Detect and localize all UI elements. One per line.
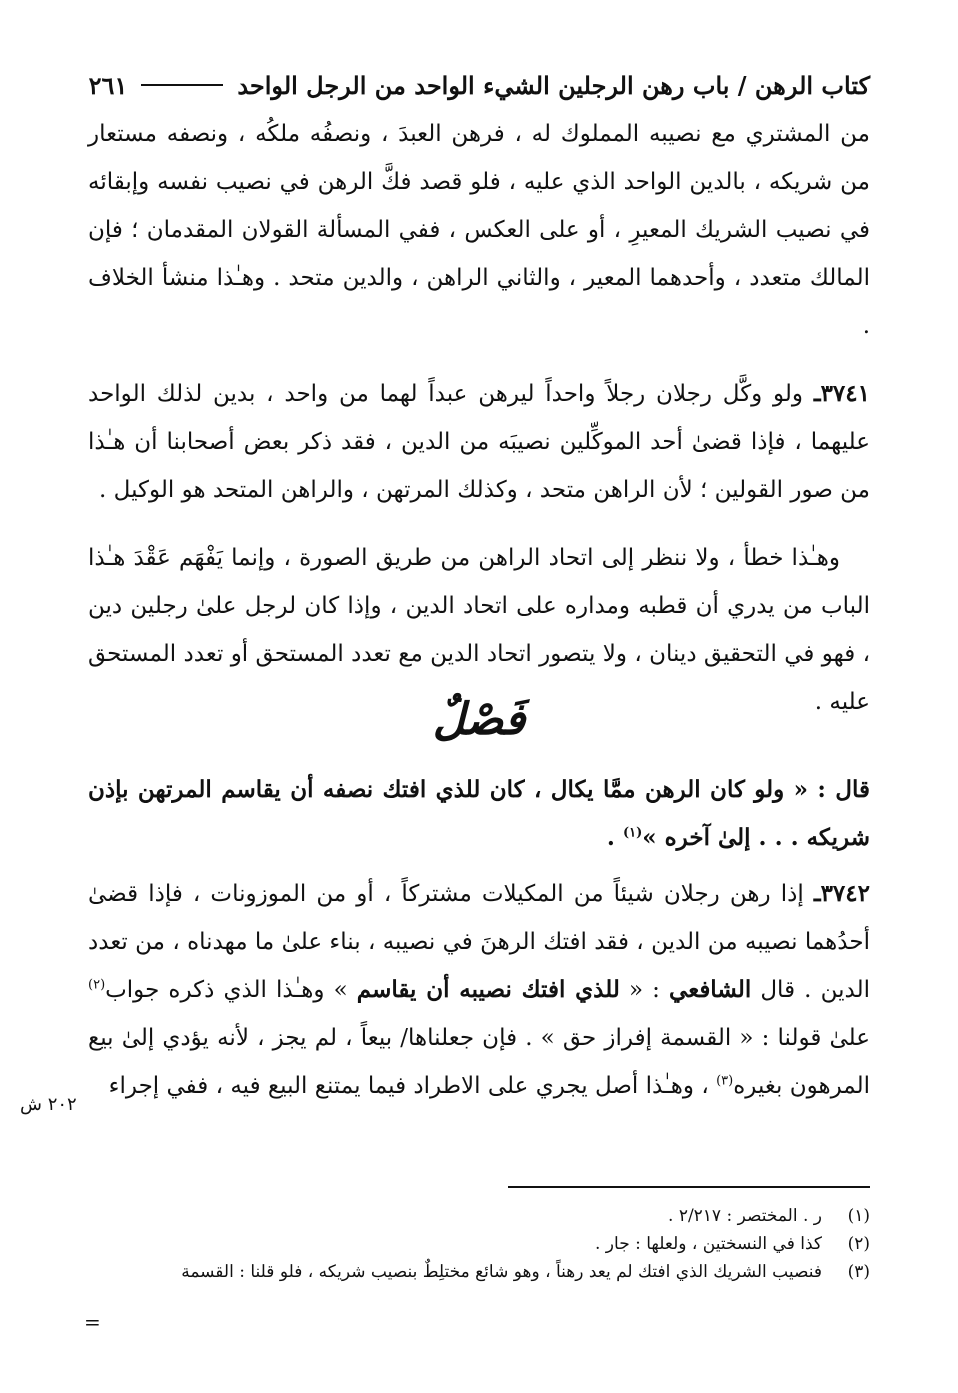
page-number: ٢٦١	[88, 70, 128, 100]
running-header	[88, 60, 870, 110]
footnote-separator	[508, 1186, 870, 1188]
issue-text-d: علىٰ قولنا : « القسمة إفراز حق » . فإن جعلناها/ بيعاً ، لم يجز ، لأنه يؤدي إلىٰ بيع المرهون بغيره	[88, 1025, 870, 1099]
footnote-ref-2: (٢)	[88, 977, 106, 993]
issue-3742	[88, 870, 870, 1110]
issue-3742-text	[88, 870, 870, 1110]
footnote-text: كذا في النسختين ، ولعلها : جار .	[595, 1234, 822, 1254]
footnote-text: ر . المختصر : ٢/٢١٧ .	[668, 1206, 822, 1226]
issue-text-b: : «	[619, 977, 670, 1003]
issue-number: ٣٧٤١ـ	[813, 380, 870, 407]
shafii-name: الشافعي	[669, 976, 752, 1003]
issue-text-c: » وهـٰذا الذي ذكره جواب	[105, 977, 357, 1003]
section-heading-fasl: فَصْلٌ	[432, 694, 526, 745]
footnote-number: (١)	[847, 1206, 870, 1226]
footnote-ref-3: (٣)	[716, 1073, 734, 1089]
shafii-quote: للذي افتك نصيبه أن يقاسم	[356, 976, 620, 1003]
footnote-number: (٢)	[847, 1234, 870, 1254]
issue-3741	[88, 370, 870, 514]
mukhtasar-quote	[88, 766, 870, 862]
footnote-ref-1: (١)	[622, 825, 643, 841]
manuscript-folio-note: ٢٠٢ ش	[20, 1094, 77, 1115]
footnote-number: (٣)	[847, 1262, 870, 1282]
footnotes	[88, 1202, 870, 1286]
issue-text-a: إذا رهن رجلان شيئاً من المكيلات مشتركاً ، أو من الموزونات ، فإذا قضىٰ أحدُهما نصيبه من الدين ، فقد افتك الرهنَ في نصيبه ، بناء علىٰ ما مهدناه ، من تعدد الدين . قال	[88, 881, 870, 1003]
header-title: كتاب الرهن / باب رهن الرجلين الشيء الواحد من الرجل الواحد	[237, 70, 870, 100]
footnote-2	[88, 1230, 870, 1258]
page-body	[88, 60, 870, 726]
header-rule	[141, 84, 223, 86]
issue-text-e: ، وهـٰذا أصل يجري على الاطراد فيما يمتنع البيع فيه ، ففي إجراء	[108, 1073, 717, 1099]
footnote-text: فنصيب الشريك الذي افتك لم يعد رهناً ، وهو شائع مختلِطٌ بنصيب شريكه ، فلو قلنا : القسمة	[181, 1262, 822, 1282]
paragraph-continuation: من المشتري مع نصيبه المملوك له ، فرهن العبدَ ، ونصفُه ملكُه ، ونصفه مستعار من شريكه ، بالدين الواحد الذي عليه ، فلو قصد فكَّ الرهن في نصيب نفسه وإبقائه في نصيب الشريك المعيرِ ، أو على العكس ، ففي المسألة القولان المقدمان ؛ فإن المالك متعدد ، وأحدهما المعير ، والثاني الراهن ، والدين متحد . وهـٰذا منشأ الخلاف .	[88, 121, 870, 339]
quoted-text-block	[88, 766, 870, 862]
continuation-mark: =	[84, 1310, 101, 1334]
issue-number: ٣٧٤٢ـ	[813, 880, 870, 907]
issue-3741-comment: وهـٰذا خطأ ، ولا ننظر إلى اتحاد الراهن من طريق الصورة ، وإنما يَفْهَم عَقْدَ هـٰذا الباب من يدري أن قطبه ومداره على اتحاد الدين ، وإذا كان لرجل علىٰ رجلين دين ، فهو في التحقيق دينان ، ولا يتصور اتحاد الدين مع تعدد المستحق أو تعدد المستحق عليه .	[88, 545, 870, 715]
footnote-3	[88, 1258, 870, 1286]
quote-text: قال : « ولو كان الرهن ممَّا يكال ، كان للذي افتك نصفه أن يقاسم المرتهن بإذن شريكه . . . إلىٰ آخره »	[88, 776, 870, 851]
footnote-1	[88, 1202, 870, 1230]
quote-tail: .	[606, 824, 623, 851]
issue-text: ولو وكَّل رجلان رجلاً واحداً ليرهن عبداً لهما من واحد ، بدين لذلك الواحد عليهما ، فإذا قضىٰ أحد الموكِّلين نصيبَه من الدين ، فقد ذكر بعض أصحابنا أن هـٰذا من صور القولين ؛ لأن الراهن متحد ، وكذلك المرتهن ، والراهن المتحد هو الوكيل .	[88, 381, 870, 503]
